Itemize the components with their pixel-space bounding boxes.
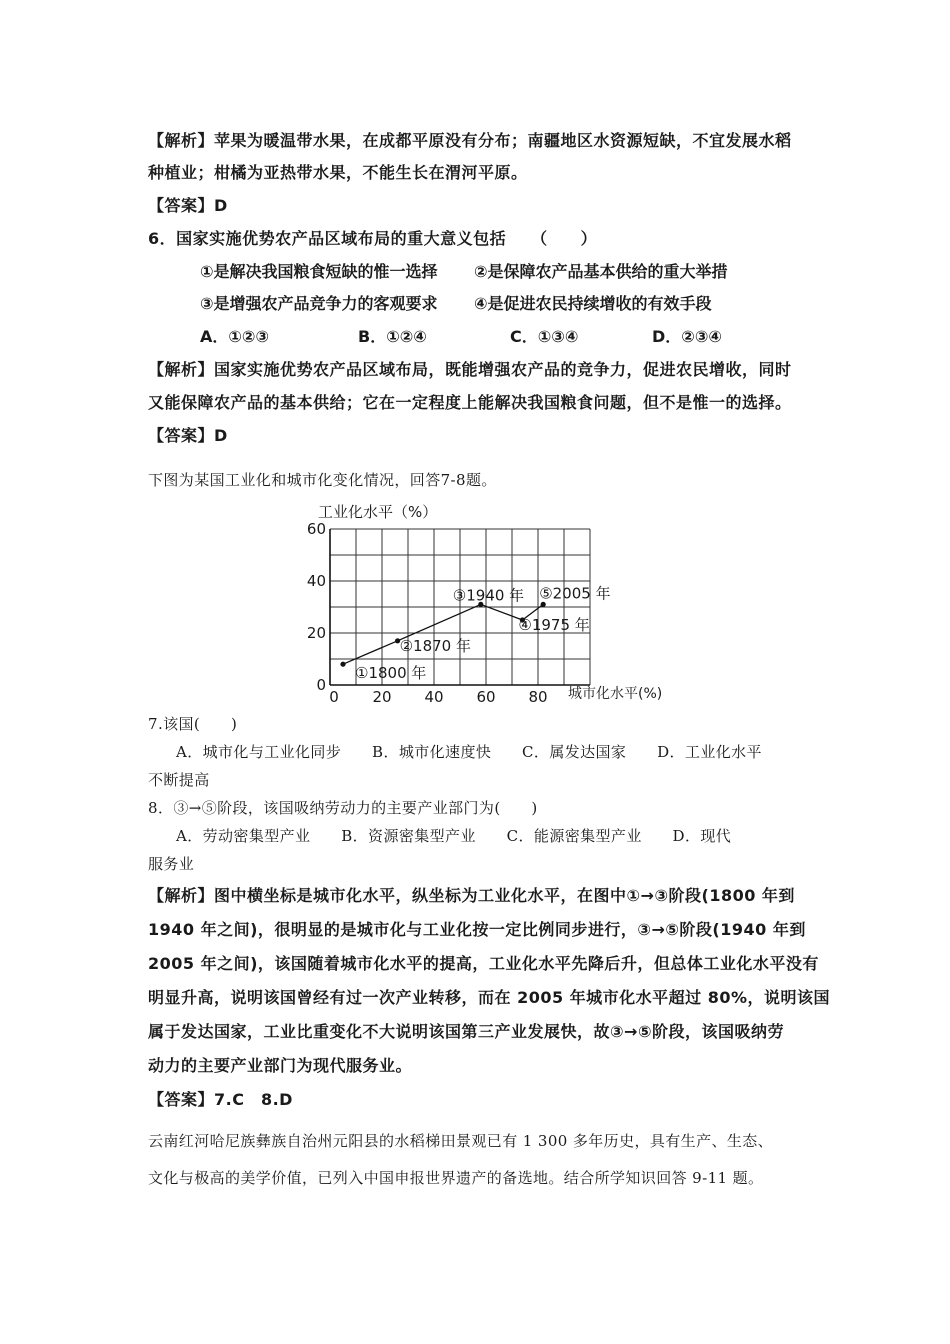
q6-option-d: D．②③④ bbox=[652, 327, 722, 346]
q6-item-4: ④是促进农民持续增收的有效手段 bbox=[474, 294, 712, 313]
q6-item-2: ②是保障农产品基本供给的重大举措 bbox=[474, 262, 728, 281]
x-tick-label: 20 bbox=[372, 688, 392, 706]
intro-9-11-line1: 云南红河哈尼族彝族自治州元阳县的水稻梯田景观已有 1 300 多年历史，具有生产、生态、 bbox=[148, 1132, 774, 1150]
x-tick-label: 60 bbox=[476, 688, 496, 706]
data-label: ②1870 年 bbox=[399, 636, 471, 655]
x-tick-label: 0 bbox=[329, 688, 339, 706]
chart-grid bbox=[330, 529, 590, 685]
q6-stem: 6．国家实施优势农产品区域布局的重大意义包括 （ ） bbox=[148, 229, 598, 248]
analysis-7-8-line6: 动力的主要产业部门为现代服务业。 bbox=[148, 1056, 413, 1075]
q8-options: A．劳动密集型产业 B．资源密集型产业 C．能源密集型产业 D．现代 bbox=[176, 827, 732, 845]
q6-option-c: C．①③④ bbox=[510, 327, 579, 346]
q6-answer: 【答案】D bbox=[148, 426, 228, 445]
data-label: ⑤2005 年 bbox=[539, 584, 611, 603]
analysis-7-8-line2: 1940 年之间)，很明显的是城市化与工业化按一定比例同步进行，③→⑤阶段(1940 年到 bbox=[148, 920, 806, 939]
q7-stem: 7.该国( ) bbox=[148, 715, 238, 733]
q5-analysis-line2: 种植业；柑橘为亚热带水果，不能生长在渭河平原。 bbox=[148, 163, 528, 182]
series-line bbox=[343, 604, 543, 664]
y-tick-label: 20 bbox=[306, 624, 326, 642]
y-tick-label: 60 bbox=[306, 520, 326, 538]
data-point bbox=[340, 662, 345, 667]
q6-item-1: ①是解决我国粮食短缺的惟一选择 bbox=[200, 262, 438, 281]
q6-item-3: ③是增强农产品竞争力的客观要求 bbox=[200, 294, 438, 313]
intro-9-11-line2: 文化与极高的美学价值，已列入中国申报世界遗产的备选地。结合所学知识回答 9-11 题。 bbox=[148, 1169, 764, 1187]
analysis-7-8-line5: 属于发达国家，工业比重变化不大说明该国第三产业发展快，故③→⑤阶段，该国吸纳劳 bbox=[148, 1022, 785, 1041]
q5-analysis-line1: 【解析】苹果为暖温带水果，在成都平原没有分布；南疆地区水资源短缺，不宜发展水稻 bbox=[148, 131, 792, 150]
analysis-7-8-line4: 明显升高，说明该国曾经有过一次产业转移，而在 2005 年城市化水平超过 80%，说明该国 bbox=[148, 988, 831, 1007]
analysis-7-8-line1: 【解析】图中横坐标是城市化水平，纵坐标为工业化水平，在图中①→③阶段(1800 年到 bbox=[148, 886, 795, 905]
q6-option-b: B．①②④ bbox=[358, 327, 427, 346]
q7-options-wrap: 不断提高 bbox=[148, 771, 210, 789]
data-point bbox=[541, 602, 546, 607]
y-tick-label: 40 bbox=[306, 572, 326, 590]
data-label: ①1800 年 bbox=[355, 664, 427, 683]
data-label: ③1940 年 bbox=[452, 586, 525, 605]
chart-tick-labels bbox=[307, 520, 548, 706]
answer-7-8: 【答案】7.C 8.D bbox=[148, 1090, 293, 1109]
q8-stem: 8．③→⑤阶段，该国吸纳劳动力的主要产业部门为( ) bbox=[148, 799, 538, 817]
analysis-7-8-line3: 2005 年之间)，该国随着城市化水平的提高，工业化水平先降后升，但总体工业化水平没有 bbox=[148, 954, 819, 973]
y-axis-label: 工业化水平（%） bbox=[318, 503, 438, 521]
data-label: ④1975 年 bbox=[518, 616, 590, 634]
intro-7-8: 下图为某国工业化和城市化变化情况，回答7-8题。 bbox=[148, 471, 497, 489]
q6-analysis-line2: 又能保障农产品的基本供给；它在一定程度上能解决我国粮食问题，但不是惟一的选择。 bbox=[148, 393, 792, 412]
q8-options-wrap: 服务业 bbox=[148, 855, 195, 873]
x-tick-label: 80 bbox=[528, 688, 548, 706]
q6-analysis-line1: 【解析】国家实施优势农产品区域布局，既能增强农产品的竞争力，促进农民增收，同时 bbox=[148, 360, 792, 379]
x-axis-label: 城市化水平(%) bbox=[568, 686, 663, 702]
x-tick-label: 40 bbox=[424, 688, 444, 706]
q7-options: A．城市化与工业化同步 B．城市化速度快 C．属发达国家 D．工业化水平 bbox=[176, 743, 762, 761]
industrialization-urbanization-chart bbox=[300, 493, 663, 708]
q6-option-a: A．①②③ bbox=[200, 327, 270, 346]
y-tick-label: 0 bbox=[316, 676, 326, 694]
q5-answer: 【答案】D bbox=[148, 196, 228, 215]
